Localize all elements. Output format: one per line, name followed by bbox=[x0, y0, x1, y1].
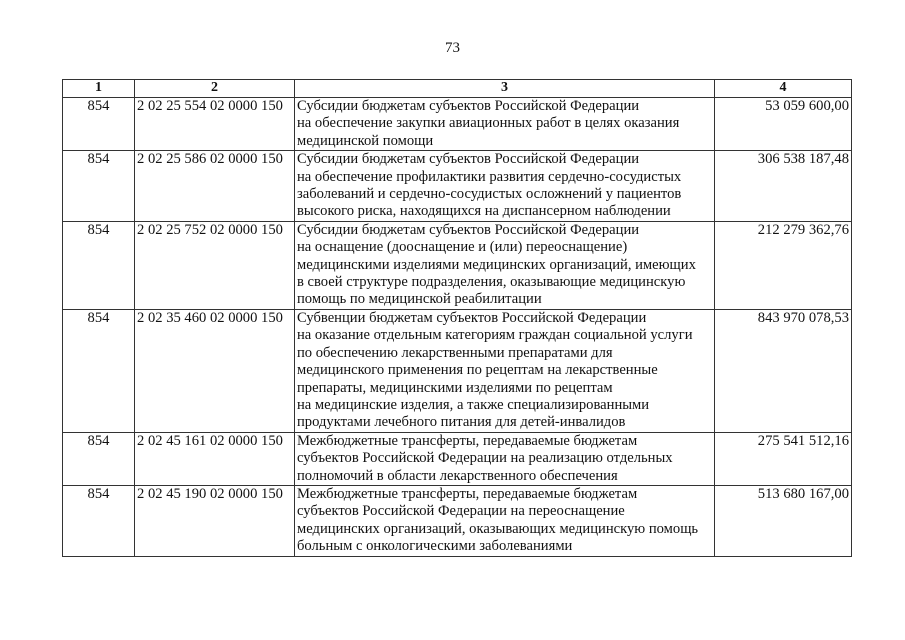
name-line: в своей структуре подразделения, оказывающие медицинскую bbox=[297, 274, 686, 291]
table-row bbox=[63, 309, 852, 432]
cell-amount: 513 680 167,00 bbox=[715, 485, 852, 556]
cell-budget-code: 2 02 45 161 02 0000 150 bbox=[135, 432, 295, 485]
cell-budget-code: 2 02 35 460 02 0000 150 bbox=[135, 309, 295, 432]
name-line: на обеспечение закупки авиационных работ в целях оказания bbox=[297, 115, 680, 132]
name-line: Субсидии бюджетам субъектов Российской Федерации bbox=[297, 151, 640, 168]
name-line: Субвенции бюджетам субъектов Российской Федерации bbox=[297, 309, 647, 326]
cell-amount: 53 059 600,00 bbox=[715, 98, 852, 151]
column-header-2: 2 bbox=[135, 80, 295, 98]
name-line: помощь по медицинской реабилитации bbox=[297, 291, 542, 308]
cell-name bbox=[295, 432, 715, 485]
cell-grbs: 854 bbox=[63, 151, 135, 222]
name-line: на оснащение (дооснащение и (или) переоснащение) bbox=[297, 239, 628, 256]
name-line: субъектов Российской Федерации на реализацию отдельных bbox=[297, 450, 673, 467]
name-line: на медицинские изделия, а также специализированными bbox=[297, 396, 650, 413]
column-header-4: 4 bbox=[715, 80, 852, 98]
name-line: на обеспечение профилактики развития сердечно-сосудистых bbox=[297, 168, 682, 185]
budget-table bbox=[62, 79, 852, 557]
header-row bbox=[63, 80, 852, 98]
cell-grbs: 854 bbox=[63, 432, 135, 485]
name-line: полномочий в области лекарственного обеспечения bbox=[297, 467, 618, 484]
cell-budget-code: 2 02 25 586 02 0000 150 bbox=[135, 151, 295, 222]
table-body bbox=[63, 98, 852, 557]
name-line: Межбюджетные трансферты, передаваемые бюджетам bbox=[297, 485, 638, 502]
name-line: продуктами лечебного питания для детей-инвалидов bbox=[297, 414, 626, 431]
name-line: препараты, медицинскими изделиями по рецептам bbox=[297, 379, 613, 396]
cell-grbs: 854 bbox=[63, 309, 135, 432]
table-header bbox=[63, 80, 852, 98]
cell-name bbox=[295, 485, 715, 556]
name-line: больным с онкологическими заболеваниями bbox=[297, 538, 573, 555]
table-row bbox=[63, 221, 852, 309]
cell-budget-code: 2 02 45 190 02 0000 150 bbox=[135, 485, 295, 556]
column-header-1: 1 bbox=[63, 80, 135, 98]
name-line: субъектов Российской Федерации на переоснащение bbox=[297, 503, 625, 520]
table-row bbox=[63, 98, 852, 151]
name-line: Межбюджетные трансферты, передаваемые бюджетам bbox=[297, 432, 638, 449]
table-row bbox=[63, 432, 852, 485]
table-row bbox=[63, 151, 852, 222]
cell-amount: 306 538 187,48 bbox=[715, 151, 852, 222]
cell-budget-code: 2 02 25 752 02 0000 150 bbox=[135, 221, 295, 309]
name-line: Субсидии бюджетам субъектов Российской Федерации bbox=[297, 98, 640, 114]
cell-name bbox=[295, 309, 715, 432]
cell-grbs: 854 bbox=[63, 485, 135, 556]
column-header-3: 3 bbox=[295, 80, 715, 98]
name-line: медицинских организаций, оказывающих медицинскую помощь bbox=[297, 520, 699, 537]
cell-budget-code: 2 02 25 554 02 0000 150 bbox=[135, 98, 295, 151]
page-number: 73 bbox=[445, 40, 460, 56]
name-line: высокого риска, находящихся на диспансерном наблюдении bbox=[297, 203, 671, 220]
name-line: заболеваний и сердечно-сосудистых осложнений у пациентов bbox=[297, 186, 682, 203]
cell-amount: 275 541 512,16 bbox=[715, 432, 852, 485]
cell-name bbox=[295, 151, 715, 222]
table-row bbox=[63, 485, 852, 556]
cell-grbs: 854 bbox=[63, 221, 135, 309]
name-line: медицинской помощи bbox=[297, 132, 434, 149]
name-line: на оказание отдельным категориям граждан социальной услуги bbox=[297, 327, 693, 344]
cell-grbs: 854 bbox=[63, 98, 135, 151]
cell-name bbox=[295, 221, 715, 309]
cell-amount: 212 279 362,76 bbox=[715, 221, 852, 309]
cell-amount: 843 970 078,53 bbox=[715, 309, 852, 432]
name-line: медицинскими изделиями медицинских организаций, имеющих bbox=[297, 256, 696, 273]
cell-name bbox=[295, 98, 715, 151]
name-line: Субсидии бюджетам субъектов Российской Федерации bbox=[297, 221, 640, 238]
name-line: по обеспечению лекарственными препаратами для bbox=[297, 344, 613, 361]
name-line: медицинского применения по рецептам на лекарственные bbox=[297, 362, 658, 379]
